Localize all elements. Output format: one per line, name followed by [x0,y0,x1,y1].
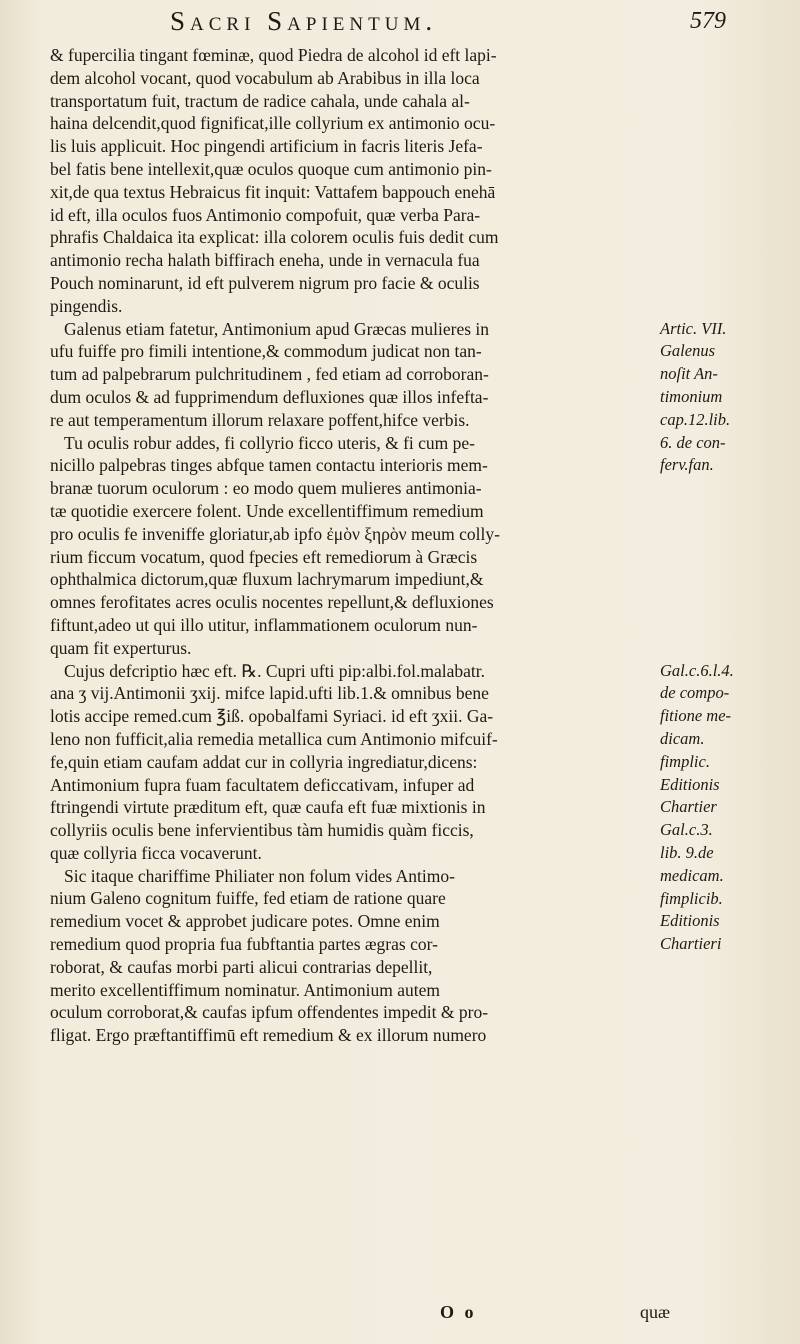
text-line: lis luis applicuit. Hoc pingendi artificium in facris literis Jefa- [50,136,483,157]
running-head: Sacri Sapientum. [170,6,438,36]
margin-note: fimplicib. [660,888,723,908]
text-line: nicillo palpebras tinges abfque tamen contactu interioris mem- [50,455,488,476]
text-line: ana ʒ vij.Antimonii ʒxij. mifce lapid.ufti lib.1.& omnibus bene [50,683,489,704]
text-line: nium Galeno cognitum fuiffe, fed etiam de ratione quare [50,888,446,909]
margin-note: Gal.c.3. [660,820,713,840]
margin-note: 6. de con- [660,432,726,452]
text-line: leno non fufficit,alia remedia metallica cum Antimonio mifcuif- [50,728,498,749]
margin-note: Chartieri [660,934,722,954]
text-line: remedium quod propria fua fubftantia partes ægras cor- [50,934,438,955]
page-footer [0,1302,800,1328]
text-line: Antimonium fupra fuam facultatem deficcativam, infuper ad [50,774,475,795]
text-line: quam fit experturus. [50,637,192,658]
margin-note: medicam. [660,865,724,885]
text-line: dum oculos & ad fupprimendum defluxiones quæ illos infefta- [50,386,489,407]
text-line: tæ quotidie exercere folent. Unde excellentiffimum remedium [50,500,484,521]
margin-note: fimplic. [660,751,710,771]
text-line: merito excellentiffimum nominatur. Antimonium autem [50,979,440,1000]
text-line: fiftunt,adeo ut qui illo utitur, inflammationem oculorum nun- [50,614,478,635]
text-line: Sic itaque chariffime Philiater non folum vides Antimo- [64,865,455,886]
text-line: bel fatis bene intellexit,quæ oculos quoque cum antimonio pin- [50,158,492,179]
page-header [60,6,780,42]
text-line: ufu fuiffe pro fimili intentione,& commodum judicat non tan- [50,341,482,362]
text-line: collyriis oculis bene infervientibus tàm humidis quàm ficcis, [50,820,474,841]
text-line: fe,quin etiam caufam addat cur in collyria ingrediatur,dicens: [50,751,478,772]
margin-note: Editionis [660,774,720,794]
text-line: id eft, illa oculos fuos Antimonio compofuit, quæ verba Para- [50,204,481,225]
margin-note: de compo- [660,683,730,703]
text-line: phrafis Chaldaica ita explicat: illa colorem oculis fuis dedit cum [50,227,499,248]
text-line: ophthalmica dictorum,quæ fluxum lachrymarum impediunt,& [50,569,484,590]
text-line: haina delcendit,quod fignificat,ille collyrium ex antimonio ocu- [50,113,496,134]
margin-note: Galenus [660,341,715,361]
page-number: 579 [690,8,726,34]
text-line: & fupercilia tingant fœminæ, quod Piedra de alcohol id eft lapi- [50,45,497,65]
signature-mark: O o [440,1302,477,1322]
text-line: Galenus etiam fatetur, Antimonium apud Græcas mulieres in [64,318,490,339]
text-line: dem alcohol vocant, quod vocabulum ab Arabibus in illa loca [50,67,480,88]
text-line: Cujus defcriptio hæc eft. ℞. Cupri ufti pip:albi.fol.malabatr. [64,660,486,681]
main-text [50,44,710,1047]
text-line: lotis accipe remed.cum ℥iß. opobalfami Syriaci. id eft ʒxii. Ga- [50,706,494,727]
margin-note: fitione me- [660,706,732,726]
margin-note: dicam. [660,729,705,748]
text-line: quæ collyria ficca vocaverunt. [50,842,262,863]
margin-note: Gal.c.6.l.4. [660,660,734,680]
text-line: Pouch nominarunt, id eft pulverem nigrum pro facie & oculis [50,272,480,293]
margin-note: timonium [660,387,723,406]
text-line: re aut temperamentum illorum relaxare poffent,hifce verbis. [50,409,470,430]
text-line: transportatum fuit, tractum de radice cahala, unde cahala al- [50,90,470,111]
text-line: rium ficcum vocatum, quod fpecies eft remediorum à Græcis [50,546,478,567]
text-line: oculum corroborat,& caufas ipfum offendentes impedit & pro- [50,1002,489,1023]
text-line: branæ tuorum oculorum : eo modo quem mulieres antimonia- [50,478,482,499]
text-line: roborat, & caufas morbi parti alicui contrarias depellit, [50,956,433,977]
text-line: remedium vocet & approbet judicare potes. Omne enim [50,911,440,932]
margin-note: Editionis [660,911,720,931]
text-line: tum ad palpebrarum pulchritudinem , fed etiam ad corroboran- [50,364,489,385]
text-line: ftringendi virtute præditum eft, quæ caufa eft fuæ mixtionis in [50,797,486,818]
margin-note: cap.12.lib. [660,409,731,429]
text-line: xit,de qua textus Hebraicus fit inquit: Vattafem bappouch enehā [50,181,496,202]
catchword: quæ [640,1302,671,1322]
text-line: omnes ferofitates acres oculis nocentes repellunt,& defluxiones [50,592,494,613]
text-line: Tu oculis robur addes, fi collyrio ficco uteris, & fi cum pe- [64,432,476,453]
margin-note: Artic. VII. [660,318,727,338]
text-line: pingendis. [50,295,123,316]
margin-note: Chartier [660,797,717,817]
text-line: antimonio recha halath biffirach eneha, unde in vernacula fua [50,250,480,271]
margin-note: noſit An- [660,364,718,384]
margin-note: ferv.fan. [660,455,714,475]
text-line: fligat. Ergo præftantiffimū eft remedium & ex illorum numero [50,1025,487,1046]
text-line: pro oculis fe inveniffe gloriatur,ab ipfo ἐμὸν ξηρὸν meum colly- [50,523,500,544]
margin-note: lib. 9.de [660,843,714,862]
